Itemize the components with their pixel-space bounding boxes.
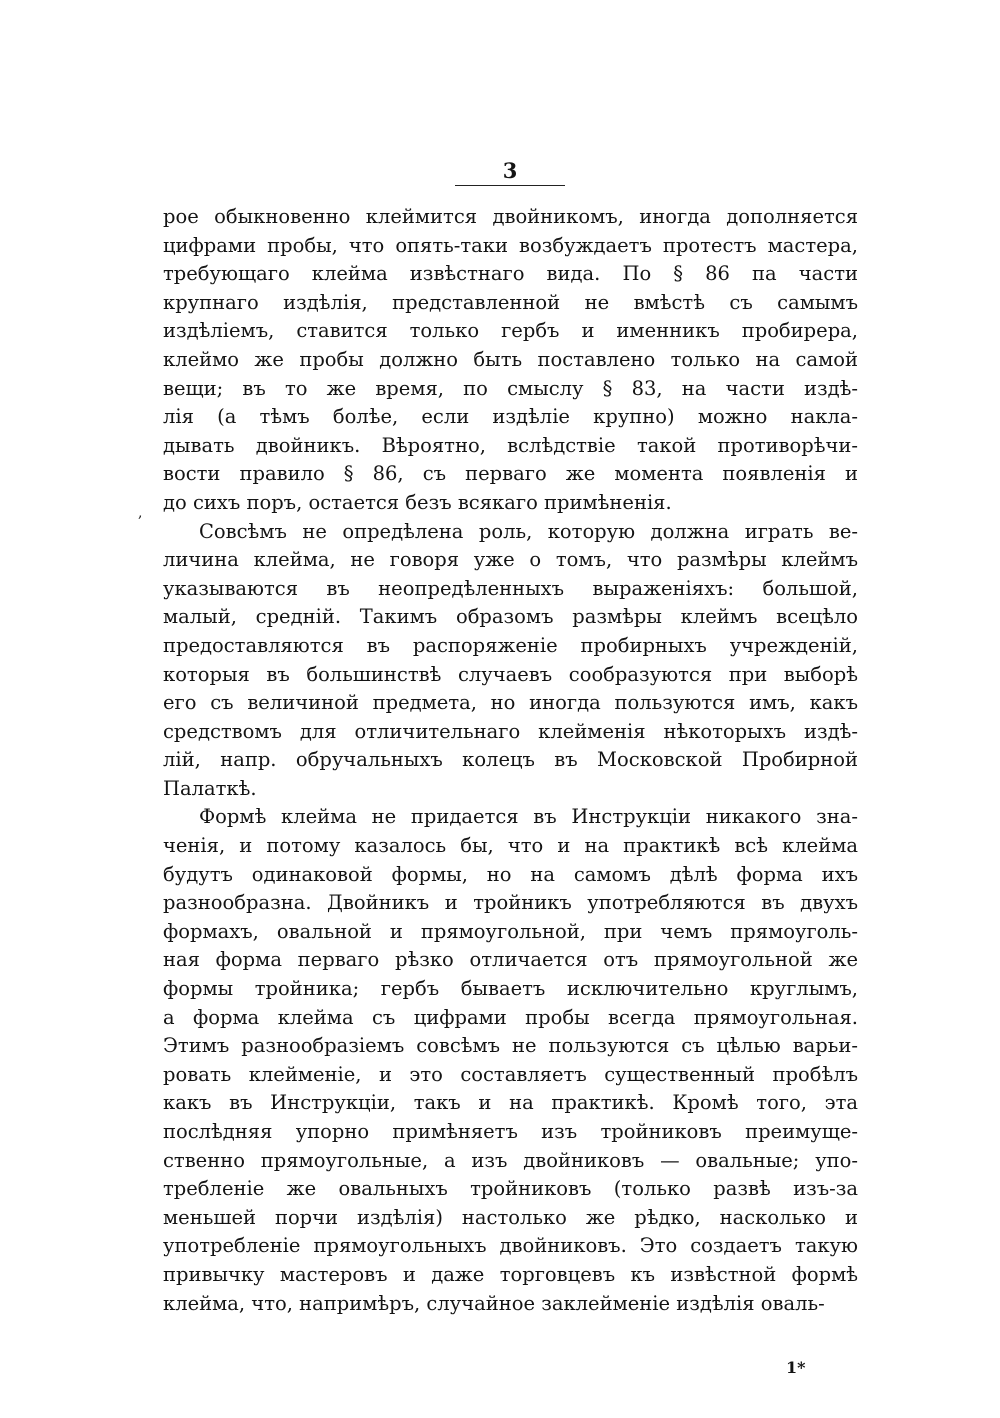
stray-mark: , (138, 505, 143, 521)
text-line: меньшей порчи издѣлія) настолько же рѣдко, насколько и (163, 1205, 858, 1229)
text-line: послѣдняя упорно примѣняетъ изъ тройниковъ преимуще- (163, 1120, 858, 1143)
text-line: ченія, и потому казалось бы, что и на практикѣ всѣ клейма (163, 834, 858, 858)
text-line: Палаткѣ. (163, 776, 257, 800)
text-line: привычку мастеровъ и даже торговцевъ къ извѣстной формѣ (163, 1262, 858, 1286)
paragraph (163, 803, 858, 1318)
text-line: Этимъ разнообразіемъ совсѣмъ не пользуются съ цѣлью варьи- (163, 1034, 858, 1058)
page-number: 3 (502, 158, 518, 183)
text-line: формы тройника; гербъ бываетъ исключительно круглымъ, (163, 977, 858, 1001)
text-line: разнообразна. Двойникъ и тройникъ употребляются въ двухъ (163, 891, 858, 915)
text-line: цифрами пробы, что опять-таки возбуждаетъ протестъ мастера, (163, 233, 858, 257)
text-line: употребленіе прямоугольныхъ двойниковъ. Это создаетъ такую (163, 1234, 858, 1258)
printer-signature-mark: 1* (786, 1358, 806, 1377)
text-line: клейма, что, напримѣръ, случайное заклейменіе издѣлія оваль- (163, 1291, 825, 1315)
text-line: вещи; въ то же время, по смыслу § 83, на части издѣ- (163, 376, 858, 400)
text-line: лій, напр. обручальныхъ колецъ въ Московской Пробирной (163, 748, 858, 772)
text-line: будутъ одинаковой формы, но на самомъ дѣлѣ форма ихъ (163, 862, 858, 886)
paragraph (163, 518, 858, 804)
text-line: а форма клейма съ цифрами пробы всегда прямоугольная. (163, 1005, 858, 1029)
text-line: ственно прямоугольные, а изъ двойниковъ — овальные; упо- (163, 1148, 858, 1172)
text-line: вости правило § 86, съ перваго же момента появленія и (163, 462, 858, 486)
text-line: дывать двойникъ. Вѣроятно, вслѣдствіе такой противорѣчи- (163, 433, 858, 457)
page-header (455, 158, 565, 186)
text-line: какъ въ Инструкціи, такъ и на практикѣ. Кромѣ того, эта (163, 1091, 858, 1115)
paragraph (163, 203, 858, 518)
text-line: указываются въ неопредѣленныхъ выраженіяхъ: большой, (163, 576, 858, 600)
paragraphs (163, 203, 858, 1318)
text-line: его съ величиной предмета, но иногда пользуются имъ, какъ (163, 691, 858, 715)
text-line: ровать клейменіе, и это составляетъ существенный пробѣлъ (163, 1062, 858, 1086)
header-rule (455, 185, 565, 186)
text-line: издѣліемъ, ставится только гербъ и именникъ пробирера, (163, 319, 858, 343)
text-line: которыя въ большинствѣ случаевъ сообразуются при выборѣ (163, 662, 858, 686)
text-line: клеймо же пробы должно быть поставлено только на самой (163, 347, 858, 371)
text-line: до сихъ поръ, остается безъ всякаго примѣненія. (163, 490, 672, 514)
text-line: лія (а тѣмъ болѣе, если издѣліе крупно) можно накла- (163, 405, 858, 429)
text-line: рое обыкновенно клеймится двойникомъ, иногда дополняется (163, 205, 858, 228)
text-line: средствомъ для отличительнаго клейменія нѣкоторыхъ издѣ- (163, 719, 858, 743)
text-line: малый, средній. Такимъ образомъ размѣры клеймъ всецѣло (163, 605, 858, 629)
text-line: Формѣ клейма не придается въ Инструкціи никакого зна- (199, 805, 858, 829)
text-line: ная форма перваго рѣзко отличается отъ прямоугольной же (163, 948, 858, 972)
body-text (163, 203, 858, 1318)
text-line: формахъ, овальной и прямоугольной, при чемъ прямоуголь- (163, 919, 858, 943)
text-line: предоставляются въ распоряженіе пробирныхъ учрежденій, (163, 633, 858, 657)
text-line: крупнаго издѣлія, представленной не вмѣстѣ съ самымъ (163, 290, 858, 314)
text-line: личина клейма, не говоря уже о томъ, что размѣры клеймъ (163, 548, 858, 572)
text-line: Совсѣмъ не опредѣлена роль, которую должна играть ве- (199, 519, 858, 543)
text-line: требленіе же овальныхъ тройниковъ (только развѣ изъ-за (163, 1177, 858, 1201)
text-line: требующаго клейма извѣстнаго вида. По § 86 па части (163, 262, 858, 286)
